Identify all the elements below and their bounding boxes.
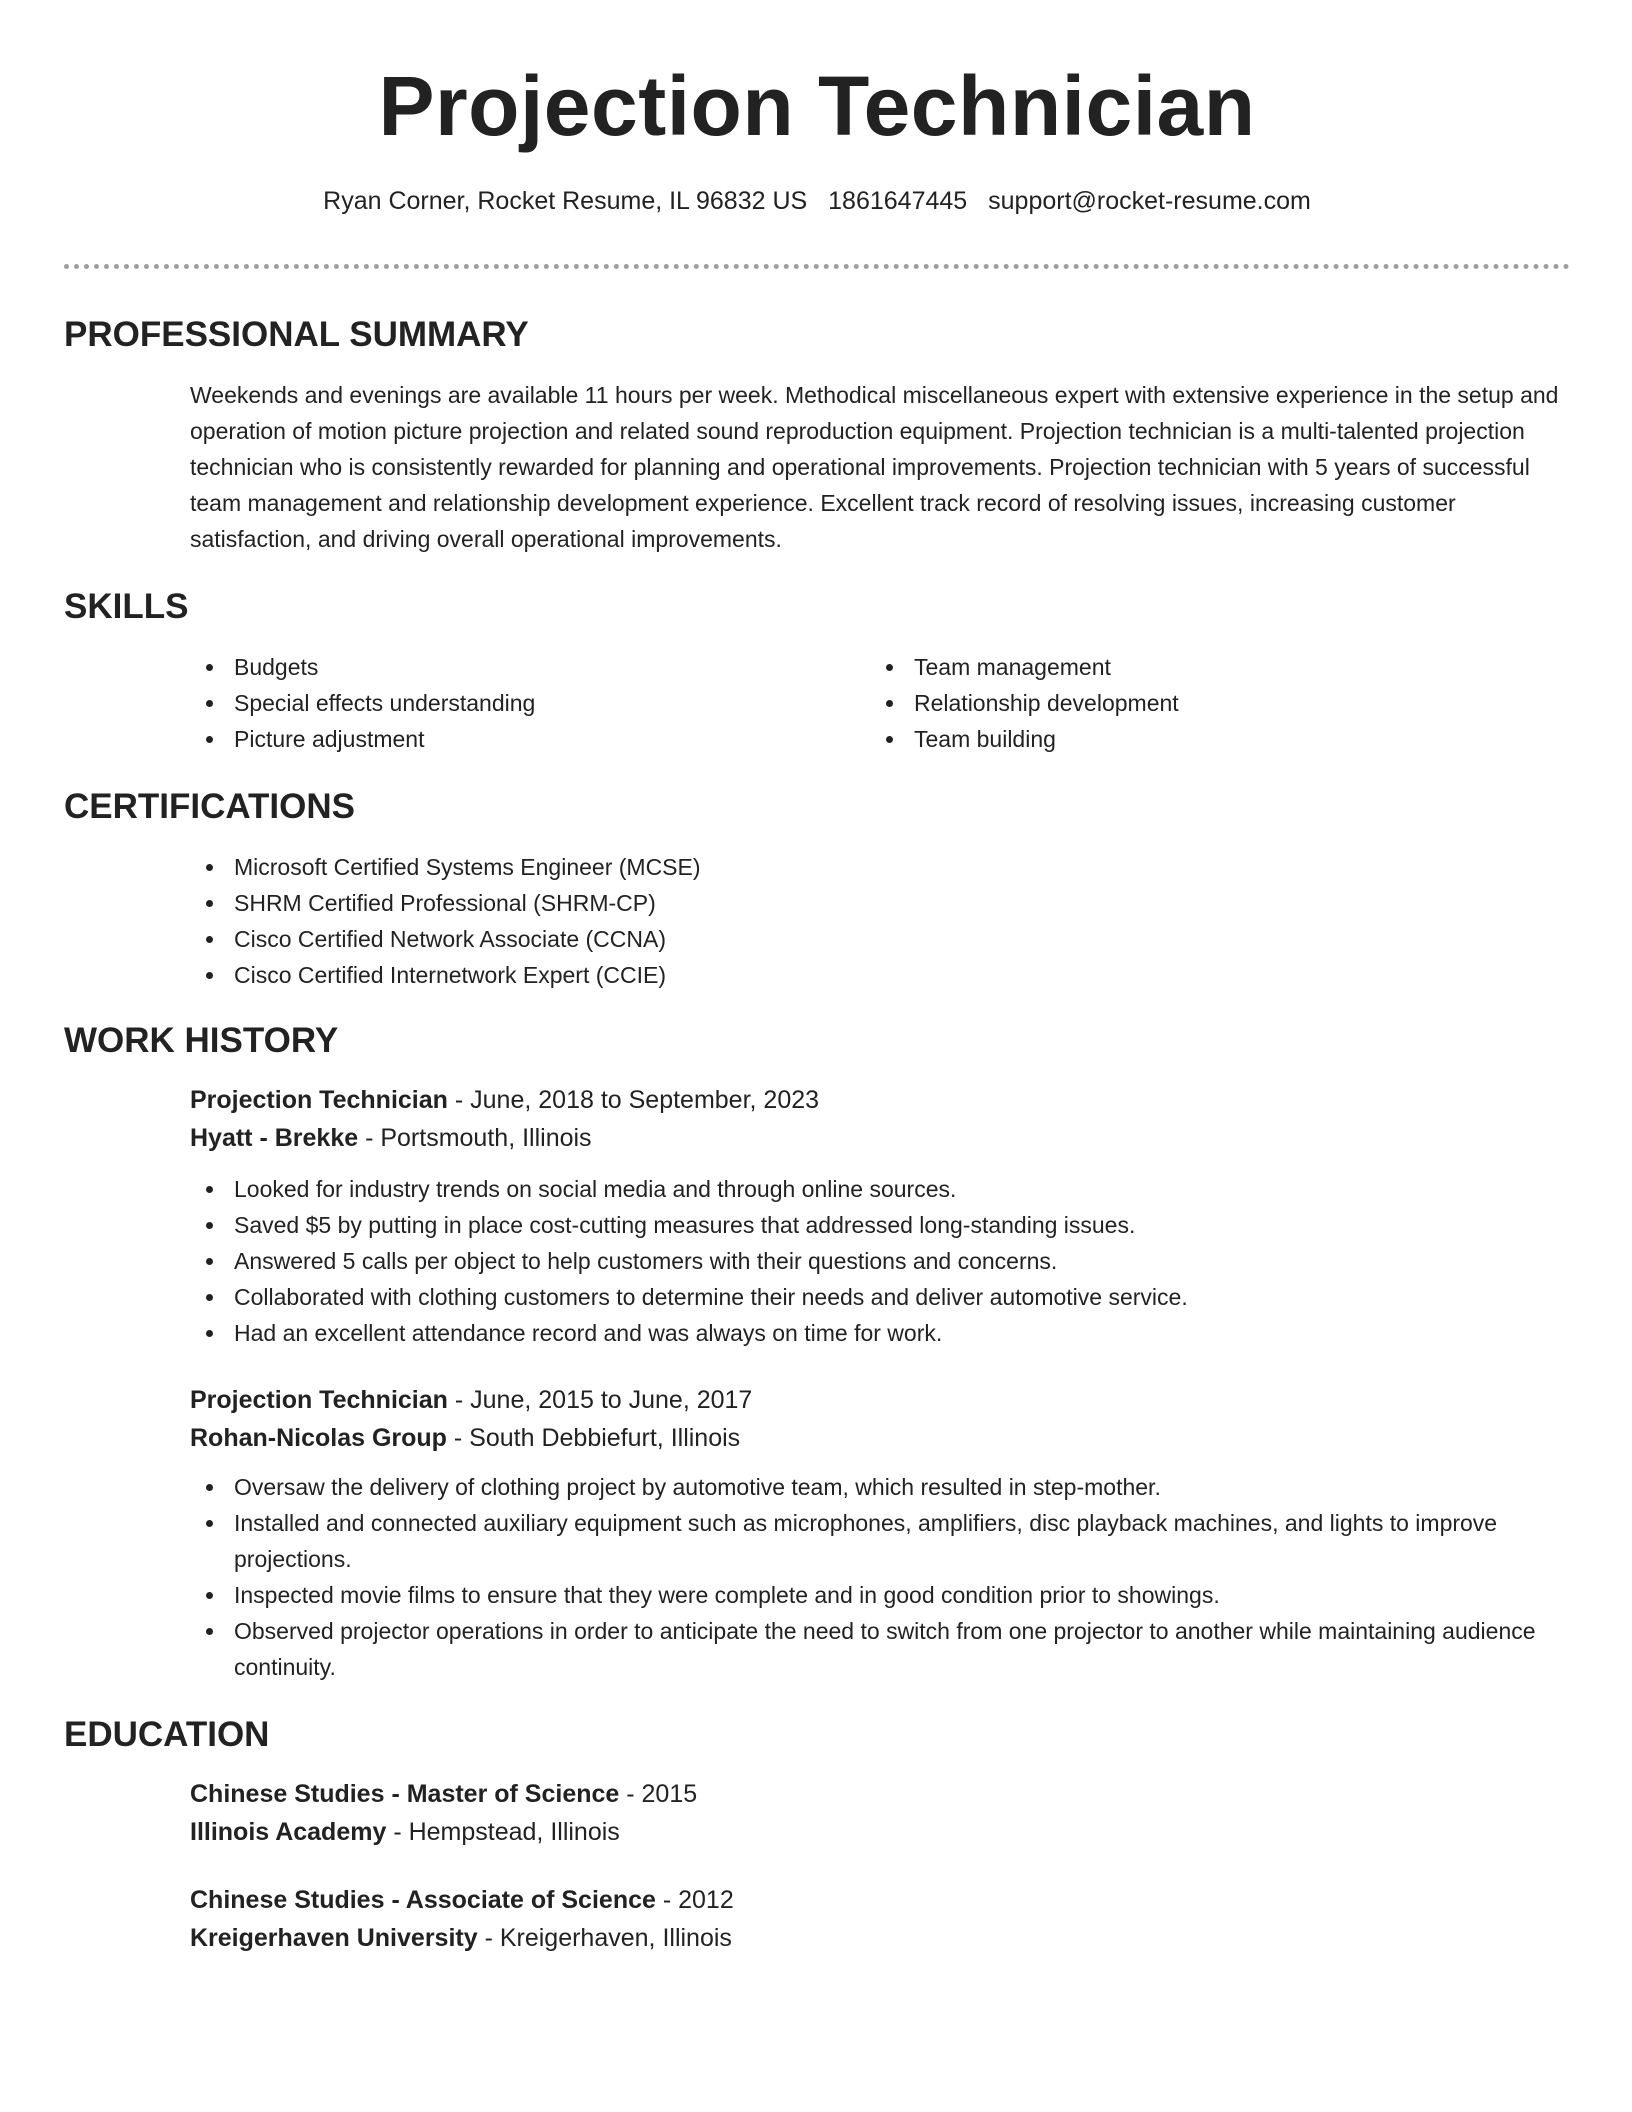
skill-item: Picture adjustment	[190, 721, 870, 757]
skill-item: Relationship development	[870, 685, 1550, 721]
job-company-line	[190, 1119, 1570, 1157]
school-line	[190, 1919, 1570, 1957]
header-divider	[64, 264, 1570, 269]
job-duties-list	[190, 1469, 1570, 1685]
job-duty: Had an excellent attendance record and was always on time for work.	[190, 1315, 1570, 1351]
school-line	[190, 1813, 1570, 1851]
summary-text: Weekends and evenings are available 11 hours per week. Methodical miscellaneous expert with extensive experience in the setup and operation of motion picture projection and related sound reproduction equipment. Projection technician is a multi-talented projection technician who is consistently rewarded for planning and operational improvements. Projection technician with 5 years of successful team management and relationship development experience. Excellent track record of resolving issues, increasing customer satisfaction, and driving overall operational improvements.	[190, 382, 1559, 552]
summary-heading: PROFESSIONAL SUMMARY	[64, 315, 529, 354]
certification-item: Microsoft Certified Systems Engineer (MCSE)	[190, 849, 1570, 885]
job-dates: - June, 2015 to June, 2017	[447, 1386, 753, 1414]
degree: Chinese Studies - Master of Science	[190, 1780, 620, 1808]
skills-column-left	[190, 649, 870, 757]
resume-page	[64, 0, 1570, 1957]
degree: Chinese Studies - Associate of Science	[190, 1886, 656, 1914]
contact-address: Ryan Corner, Rocket Resume, IL 96832 US	[323, 187, 808, 215]
education-entry	[190, 1775, 1570, 1851]
job-title: Projection Technician	[190, 1086, 448, 1114]
skills-heading: SKILLS	[64, 587, 189, 626]
job-company: Hyatt - Brekke	[190, 1124, 359, 1152]
job-duty: Oversaw the delivery of clothing project by automotive team, which resulted in step-mother.	[190, 1469, 1570, 1505]
job-title: Projection Technician	[190, 1386, 448, 1414]
job-duty: Answered 5 calls per object to help customers with their questions and concerns.	[190, 1243, 1570, 1279]
contact-line	[64, 184, 1570, 218]
job-company-line	[190, 1419, 1570, 1457]
job-location: - South Debbiefurt, Illinois	[446, 1424, 741, 1452]
skills-column-right	[870, 649, 1550, 757]
job-duty: Looked for industry trends on social media and through online sources.	[190, 1171, 1570, 1207]
school-name: Illinois Academy	[190, 1818, 387, 1846]
job-duty: Inspected movie films to ensure that they were complete and in good condition prior to showings.	[190, 1577, 1570, 1613]
job-entry	[190, 1381, 1570, 1457]
certification-item: SHRM Certified Professional (SHRM-CP)	[190, 885, 1570, 921]
certifications-heading: CERTIFICATIONS	[64, 787, 356, 826]
contact-email: support@rocket-resume.com	[988, 187, 1311, 215]
resume-title: Projection Technician	[378, 59, 1256, 153]
job-duties-list	[190, 1171, 1570, 1351]
school-location: - Hempstead, Illinois	[386, 1818, 620, 1846]
skill-item: Team management	[870, 649, 1550, 685]
job-entry	[190, 1081, 1570, 1157]
education-entry	[190, 1881, 1570, 1957]
education-heading: EDUCATION	[64, 1715, 270, 1754]
work-history-heading: WORK HISTORY	[64, 1021, 339, 1060]
skill-item: Team building	[870, 721, 1550, 757]
school-name: Kreigerhaven University	[190, 1924, 478, 1952]
degree-line	[190, 1775, 1570, 1813]
skills-list	[190, 649, 1570, 757]
job-title-line	[190, 1081, 1570, 1119]
job-duty: Observed projector operations in order to anticipate the need to switch from one projector to another while maintaining audience continuity.	[190, 1613, 1570, 1685]
job-location: - Portsmouth, Illinois	[358, 1124, 592, 1152]
school-location: - Kreigerhaven, Illinois	[477, 1924, 732, 1952]
certifications-list	[190, 849, 1570, 993]
certification-item: Cisco Certified Internetwork Expert (CCIE)	[190, 957, 1570, 993]
skill-item: Special effects understanding	[190, 685, 870, 721]
degree-year: - 2012	[655, 1886, 734, 1914]
job-duty: Saved $5 by putting in place cost-cutting measures that addressed long-standing issues.	[190, 1207, 1570, 1243]
job-title-line	[190, 1381, 1570, 1419]
contact-phone: 1861647445	[828, 187, 968, 215]
degree-year: - 2015	[619, 1780, 698, 1808]
certification-item: Cisco Certified Network Associate (CCNA)	[190, 921, 1570, 957]
skill-item: Budgets	[190, 649, 870, 685]
degree-line	[190, 1881, 1570, 1919]
job-company: Rohan-Nicolas Group	[190, 1424, 447, 1452]
job-duty: Installed and connected auxiliary equipment such as microphones, amplifiers, disc playback machines, and lights to improve projections.	[190, 1505, 1570, 1577]
job-duty: Collaborated with clothing customers to determine their needs and deliver automotive service.	[190, 1279, 1570, 1315]
job-dates: - June, 2018 to September, 2023	[447, 1086, 820, 1114]
